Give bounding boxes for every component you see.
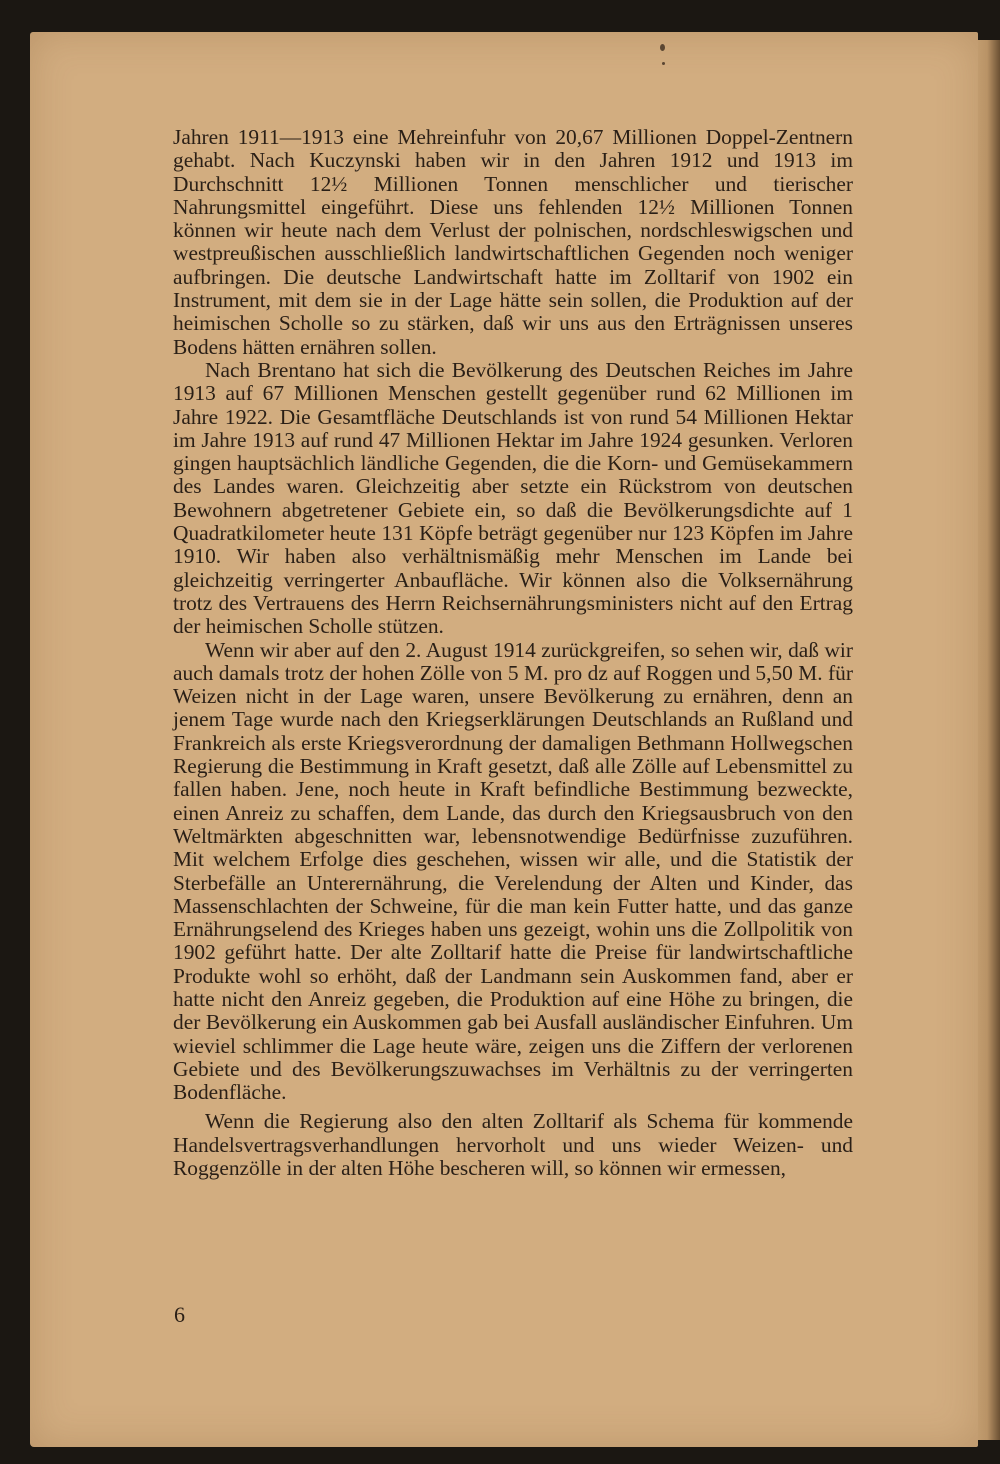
ink-speck — [660, 44, 665, 51]
paragraph: Wenn wir aber auf den 2. August 1914 zurückgreifen, so sehen wir, daß wir auch damals trotz der hohen Zölle von 5 M. pro dz auf Roggen und 5,50 M. für Weizen nicht in der Lage waren, unsere Bevölkerung zu ernähren, denn an jenem Tage wurde nach den Kriegserklärungen Deutschlands an Rußland und Frankreich als erste Kriegsverordnung der damaligen Bethmann Hollwegschen Regierung die Bestimmung in Kraft gesetzt, daß alle Zölle auf Lebensmittel zu fallen haben. Jene, noch heute in Kraft befindliche Bestimmung bezweckte, einen Anreiz zu schaffen, dem Lande, das durch den Kriegsausbruch von den Weltmärkten abgeschnitten war, lebensnotwendige Bedürfnisse zuzuführen. Mit welchem Erfolge dies geschehen, wissen wir alle, und die Statistik der Sterbefälle an Unterernährung, die Verelendung der Alten und Kinder, das Massenschlachten der Schweine, für die man kein Futter hatte, und das ganze Ernährungselend des Krieges haben uns gezeigt, wohin uns die Zollpolitik von 1902 geführt hatte. Der alte Zolltarif hatte die Preise für landwirtschaftliche Produkte wohl so erhöht, daß der Landmann sein Auskommen fand, aber er hatte nicht den Anreiz gegeben, die Produktion auf eine Höhe zu bringen, die der Bevölkerung ein Auskommen gab bei Ausfall ausländischer Einfuhren. Um wieviel schlimmer die Lage heute wäre, zeigen uns die Ziffern der verlorenen Gebiete und des Bevölkerungszuwachses im Verhältnis zu der verringerten Bodenfläche. — [173, 637, 853, 1105]
paragraph: Nach Brentano hat sich die Bevölkerung des Deutschen Reiches im Jahre 1913 auf 67 Millionen Menschen gestellt gegenüber rund 62 Millionen im Jahre 1922. Die Gesamtfläche Deutschlands ist von rund 54 Millionen Hektar im Jahre 1913 auf rund 47 Millionen Hektar im Jahre 1924 gesunken. Verloren gingen hauptsächlich ländliche Gegenden, die die Korn- und Gemüsekammern des Landes waren. Gleichzeitig aber setzte ein Rückstrom von deutschen Bewohnern abgetretener Gebiete ein, so daß die Bevölkerungsdichte auf 1 Quadratkilometer heute 131 Köpfe beträgt gegenüber nur 123 Köpfen im Jahre 1910. Wir haben also verhältnismäßig mehr Menschen im Lande bei gleichzeitig verringerter Anbaufläche. Wir können also die Volksernährung trotz des Vertrauens des Herrn Reichsernährungsministers nicht auf den Ertrag der heimischen Scholle stützen. — [173, 357, 853, 639]
body-text — [173, 126, 853, 1180]
ink-speck — [662, 62, 665, 65]
paragraph: Wenn die Regierung also den alten Zolltarif als Schema für kommende Handelsvertragsverhandlungen hervorholt und uns wieder Weizen- und Roggenzölle in der alten Höhe bescheren will, so können wir ermessen, — [173, 1109, 853, 1181]
paragraph: Jahren 1911—1913 eine Mehreinfuhr von 20,67 Millionen Doppel-Zentnern gehabt. Nach Kuczynski haben wir in den Jahren 1912 und 1913 im Durchschnitt 12½ Millionen Tonnen menschlicher und tierischer Nahrungsmittel eingeführt. Diese uns fehlenden 12½ Millionen Tonnen können wir heute nach dem Verlust der polnischen, nordschleswigschen und westpreußischen ausschließlich landwirtschaftlichen Gegenden noch weniger aufbringen. Die deutsche Landwirtschaft hatte im Zolltarif von 1902 ein Instrument, mit dem sie in der Lage hätte sein sollen, die Produktion auf der heimischen Scholle so zu stärken, daß wir uns aus den Erträgnissen unseres Bodens hätten ernähren sollen. — [173, 125, 853, 359]
page-number: 6 — [174, 1302, 185, 1327]
